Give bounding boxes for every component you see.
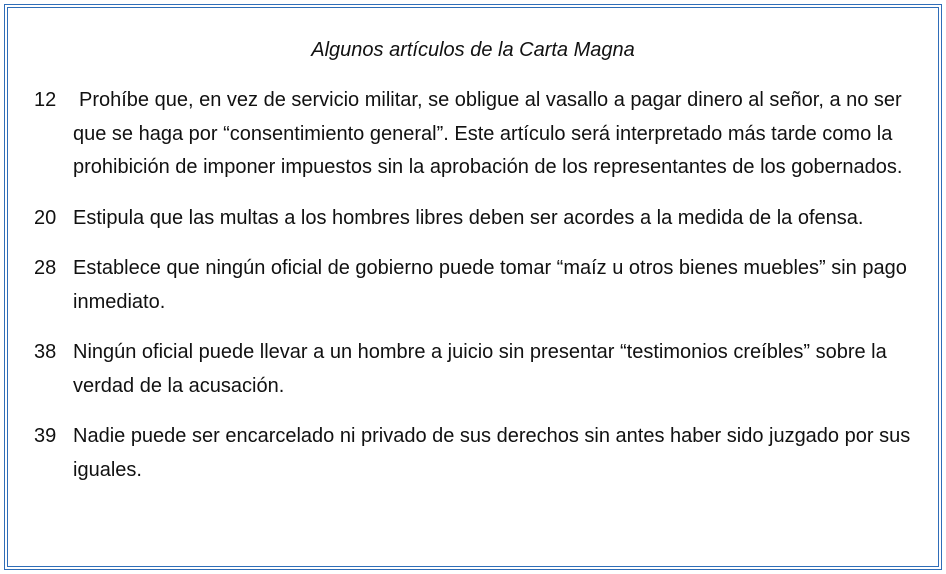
article-number: 39 — [34, 425, 57, 447]
article-item — [8, 420, 938, 487]
article-item — [8, 252, 938, 319]
article-number: 20 — [34, 206, 57, 229]
article-text: Nadie puede ser encarcelado ni privado de sus derechos sin antes haber sido juzgado por sus iguales. — [73, 425, 911, 481]
document-frame — [4, 4, 942, 570]
document-content — [8, 8, 938, 566]
article-text: Establece que ningún oficial de gobierno puede tomar “maíz u otros bienes muebles” sin pago inmediato. — [73, 257, 907, 313]
article-item — [8, 336, 938, 403]
article-number: 12 — [34, 89, 57, 111]
document-title: Algunos artículos de la Carta Magna — [311, 39, 635, 61]
article-text: Ningún oficial puede llevar a un hombre a juicio sin presentar “testimonios creíbles” sobre la verdad de la acusación. — [73, 341, 887, 397]
article-item — [8, 202, 938, 236]
article-text: Prohíbe que, en vez de servicio militar, se obligue al vasallo a pagar dinero al señor, a no ser que se haga por “consentimiento general”. Este artículo será interpretado más tarde como la prohibición de imponer impuestos sin la aprobación de los representantes de los gobernados. — [73, 89, 903, 178]
article-text: Estipula que las multas a los hombres libres deben ser acordes a la medida de la ofensa. — [73, 206, 864, 229]
article-item — [8, 84, 938, 185]
article-number: 38 — [34, 341, 57, 363]
article-number: 28 — [34, 257, 57, 279]
article-list — [8, 84, 938, 487]
